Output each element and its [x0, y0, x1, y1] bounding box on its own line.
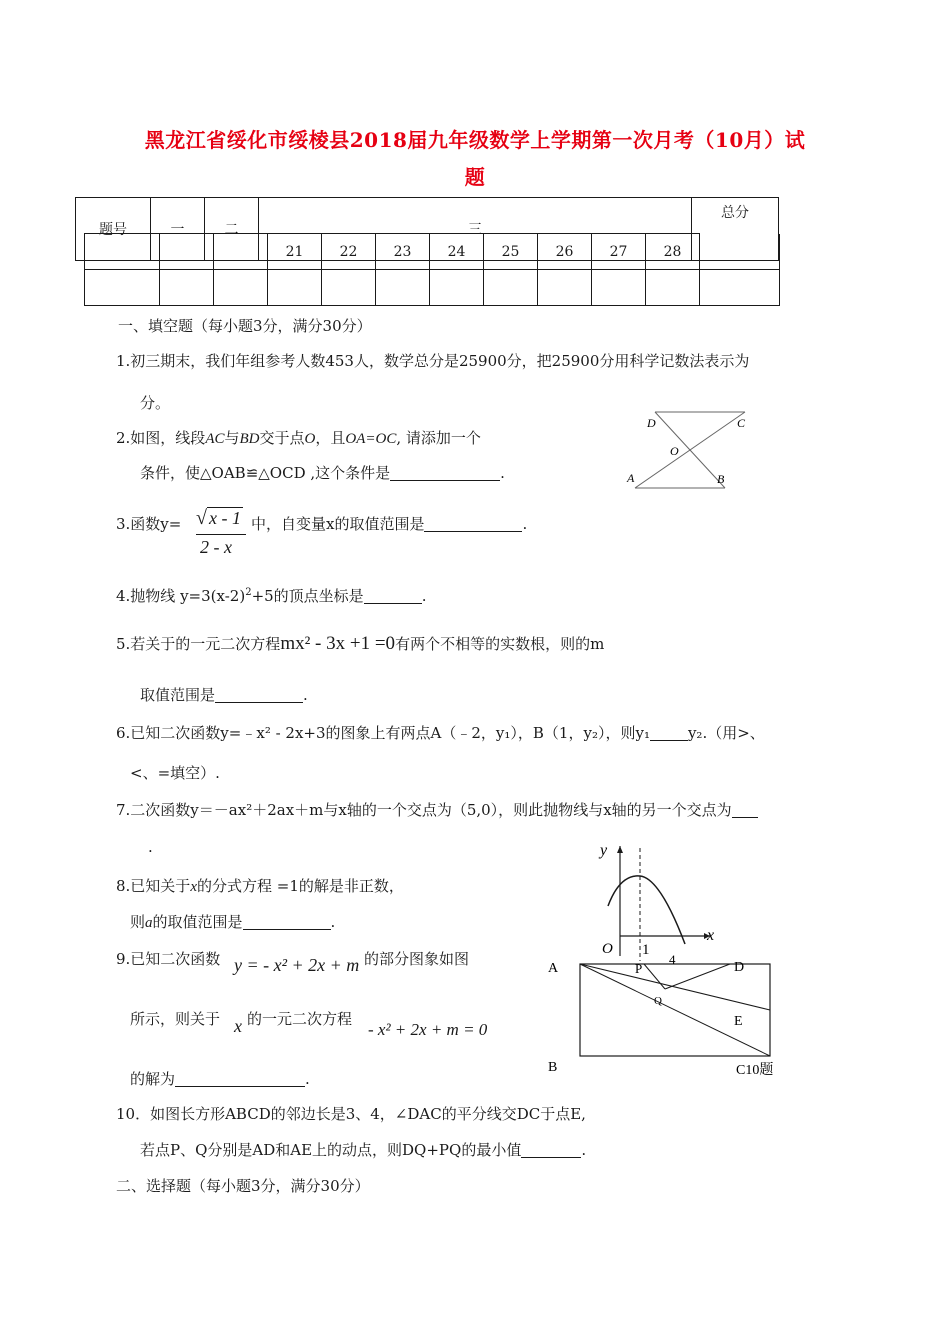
- q3-answer-blank[interactable]: [424, 516, 522, 532]
- fig10-label-p: P: [635, 961, 643, 976]
- q7-answer-blank[interactable]: [732, 802, 758, 818]
- fig10-label-a: A: [548, 961, 559, 976]
- fig10-label-d: D: [734, 960, 745, 975]
- q10-figure: [540, 952, 800, 1082]
- score-table-body: [84, 233, 780, 306]
- fig2-label-d: D: [647, 416, 656, 430]
- sub-24: 24: [430, 234, 484, 270]
- q2-line2: 条件，使△OAB≌△OCD ,这个条件是 .: [140, 464, 505, 482]
- header-part-three: 三: [259, 198, 692, 261]
- q9-line2: 所示，则关于: [130, 1010, 221, 1028]
- fig2-label-b: B: [717, 472, 725, 486]
- q5-line1: 5.若关于的一元二次方程mx² - 3x +1 =0有两个不相等的实数根，则的m: [116, 633, 605, 654]
- q8-line1: 8.已知关于x的分式方程 =1的解是非正数，: [116, 877, 404, 895]
- q7-line1: 7.二次函数y＝－ax²＋2ax＋m与x轴的一个交点为（5,0），则此抛物线与x轴的另一个交点为: [116, 799, 758, 820]
- q9-answer-blank[interactable]: [175, 1071, 305, 1087]
- q10-answer-blank[interactable]: [521, 1142, 581, 1158]
- q8-answer-blank[interactable]: [243, 914, 331, 930]
- q9-equation-2: - x² + 2x + m = 0: [368, 1020, 488, 1039]
- q2-line1: 2.如图，线段AC与BD交于点O，且OA=OC, 请添加一个: [116, 429, 481, 447]
- fig2-label-a: A: [627, 471, 635, 485]
- exam-title-line2: 题: [464, 165, 486, 189]
- q9-equation: y = - x² + 2x + m: [234, 955, 360, 975]
- header-question-number: 题号: [76, 198, 151, 261]
- q9-line2-mid: 的一元二次方程: [247, 1010, 353, 1028]
- sub-22: 22: [322, 234, 376, 270]
- q8-line2: 则a的取值范围是 .: [130, 913, 336, 931]
- header-total: 总分: [692, 198, 779, 261]
- q5-line2: 取值范围是 .: [140, 686, 308, 704]
- sub-25: 25: [484, 234, 538, 270]
- q10-line2: 若点P、Q分别是AD和AE上的动点，则DQ+PQ的最小值 .: [140, 1141, 587, 1159]
- q2-answer-blank[interactable]: [390, 465, 500, 481]
- fig2-label-c: C: [737, 416, 746, 430]
- exam-title-line1: 黑龙江省绥化市绥棱县2018届九年级数学上学期第一次月考（10月）试: [144, 128, 806, 152]
- q6-line2: <、=填空）.: [130, 764, 220, 782]
- q3-post: 中，自变量x的取值范围是 .: [251, 515, 528, 533]
- sub-26: 26: [538, 234, 592, 270]
- header-part-one: 一: [151, 198, 205, 261]
- q1-cont: 分。: [140, 394, 171, 412]
- q10-line1: 10．如图长方形ABCD的邻边长是3、4，∠DAC的平分线交DC于点E,: [116, 1105, 586, 1123]
- graph9-y-label: y: [600, 842, 608, 859]
- q6-line1: 6.已知二次函数y=﹣x² - 2x+3的图象上有两点A（﹣2，y₁），B（1，y₂），则y₁ y₂.（用>、: [116, 724, 765, 742]
- q9-line3: 的解为 .: [130, 1070, 310, 1088]
- q6-answer-blank[interactable]: [650, 725, 688, 741]
- fig10-label-c: C10题: [736, 1063, 774, 1078]
- q3-pre: 3.函数y=: [116, 515, 182, 533]
- fig10-label-b: B: [548, 1060, 558, 1075]
- sub-21: 21: [268, 234, 322, 270]
- header-part-two: 二: [205, 198, 259, 261]
- sub-28: 28: [646, 234, 700, 270]
- q9-var-x: x: [234, 1016, 242, 1036]
- graph9-x-label: x: [707, 927, 715, 944]
- q3-fraction: √ x - 1 2 - x: [196, 507, 246, 558]
- graph9-one: 1: [642, 942, 650, 958]
- sub-27: 27: [592, 234, 646, 270]
- section1-heading: 一、填空题（每小题3分，满分30分）: [118, 317, 372, 335]
- q9-pre: 9.已知二次函数: [116, 950, 221, 968]
- q9-graph: [580, 836, 730, 966]
- q9-post: 的部分图象如图: [364, 950, 470, 968]
- fig10-label-e: E: [734, 1014, 743, 1029]
- q2-figure: [615, 405, 765, 495]
- q5-answer-blank[interactable]: [215, 687, 303, 703]
- section2-heading: 二、选择题（每小题3分，满分30分）: [116, 1177, 370, 1195]
- q4-text: 4.抛物线 $y=3(x-2)^2+5$的顶点坐标是 .: [116, 587, 427, 605]
- q4-answer-blank[interactable]: [364, 588, 422, 604]
- fig2-label-o: O: [670, 444, 679, 458]
- fig10-label-q: Q: [654, 995, 662, 1007]
- fig10-label-4: 4: [669, 952, 676, 967]
- q1-text: 1.初三期末，我们年组参考人数453人，数学总分是25900分，把25900分用科学记数法表示为: [116, 352, 750, 370]
- graph9-origin: O: [602, 941, 613, 957]
- q7-line2: .: [148, 838, 153, 856]
- sub-23: 23: [376, 234, 430, 270]
